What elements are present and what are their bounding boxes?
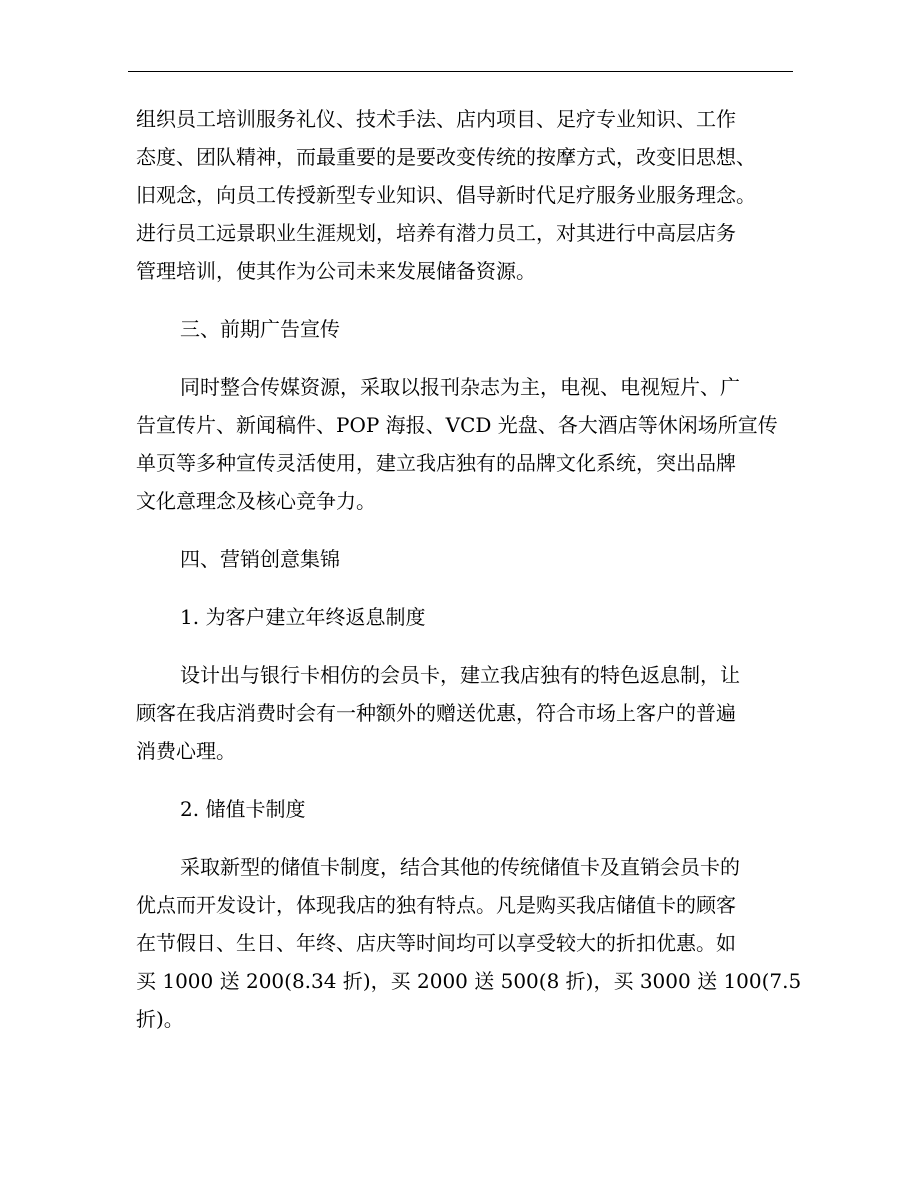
subsection-heading: 2. 储值卡制度: [180, 797, 306, 821]
text-line: 同时整合传媒资源，采取以报刊杂志为主，电视、电视短片、广: [180, 375, 740, 399]
text-line: 单页等多种宣传灵活使用，建立我店独有的品牌文化系统，突出品牌: [136, 451, 736, 475]
text-line: 组织员工培训服务礼仪、技术手法、店内项目、足疗专业知识、工作: [136, 107, 736, 131]
paragraph-staff-training: [136, 100, 776, 290]
subheading-year-end-rebate: [136, 598, 776, 636]
text-line: 告宣传片、新闻稿件、POP 海报、VCD 光盘、各大酒店等休闲场所宣传: [136, 413, 778, 437]
text-line: 优点而开发设计，体现我店的独有特点。凡是购买我店储值卡的顾客: [136, 893, 736, 917]
text-line: 态度、团队精神，而最重要的是要改变传统的按摩方式，改变旧思想、: [136, 145, 756, 169]
text-line: 在节假日、生日、年终、店庆等时间均可以享受较大的折扣优惠。如: [136, 931, 736, 955]
text-line: 买 1000 送 200(8.34 折)，买 2000 送 500(8 折)，买 3000 送 100(7.5: [136, 969, 802, 993]
paragraph-membership-card: [136, 656, 776, 770]
paragraph-stored-value-details: [136, 848, 802, 1038]
text-line: 进行员工远景职业生涯规划，培养有潜力员工，对其进行中高层店务: [136, 221, 736, 245]
header-rule: [128, 71, 793, 72]
text-line: 采取新型的储值卡制度，结合其他的传统储值卡及直销会员卡的: [180, 855, 740, 879]
section-heading-advertising: [136, 310, 776, 348]
section-heading: 四、营销创意集锦: [180, 547, 340, 571]
subsection-heading: 1. 为客户建立年终返息制度: [180, 605, 426, 629]
text-line: 文化意理念及核心竞争力。: [136, 489, 376, 513]
text-line: 旧观念，向员工传授新型专业知识、倡导新时代足疗服务业服务理念。: [136, 183, 756, 207]
text-line: 顾客在我店消费时会有一种额外的赠送优惠，符合市场上客户的普遍: [136, 701, 736, 725]
text-line: 折)。: [136, 1007, 184, 1031]
paragraph-media-integration: [136, 368, 776, 520]
text-line: 消费心理。: [136, 739, 236, 763]
document-body: [136, 100, 802, 1038]
text-line: 管理培训，使其作为公司未来发展储备资源。: [136, 259, 536, 283]
text-line: 设计出与银行卡相仿的会员卡，建立我店独有的特色返息制，让: [180, 663, 740, 687]
section-heading: 三、前期广告宣传: [180, 317, 340, 341]
section-heading-marketing-ideas: [136, 540, 776, 578]
subheading-stored-value-card: [136, 790, 776, 828]
